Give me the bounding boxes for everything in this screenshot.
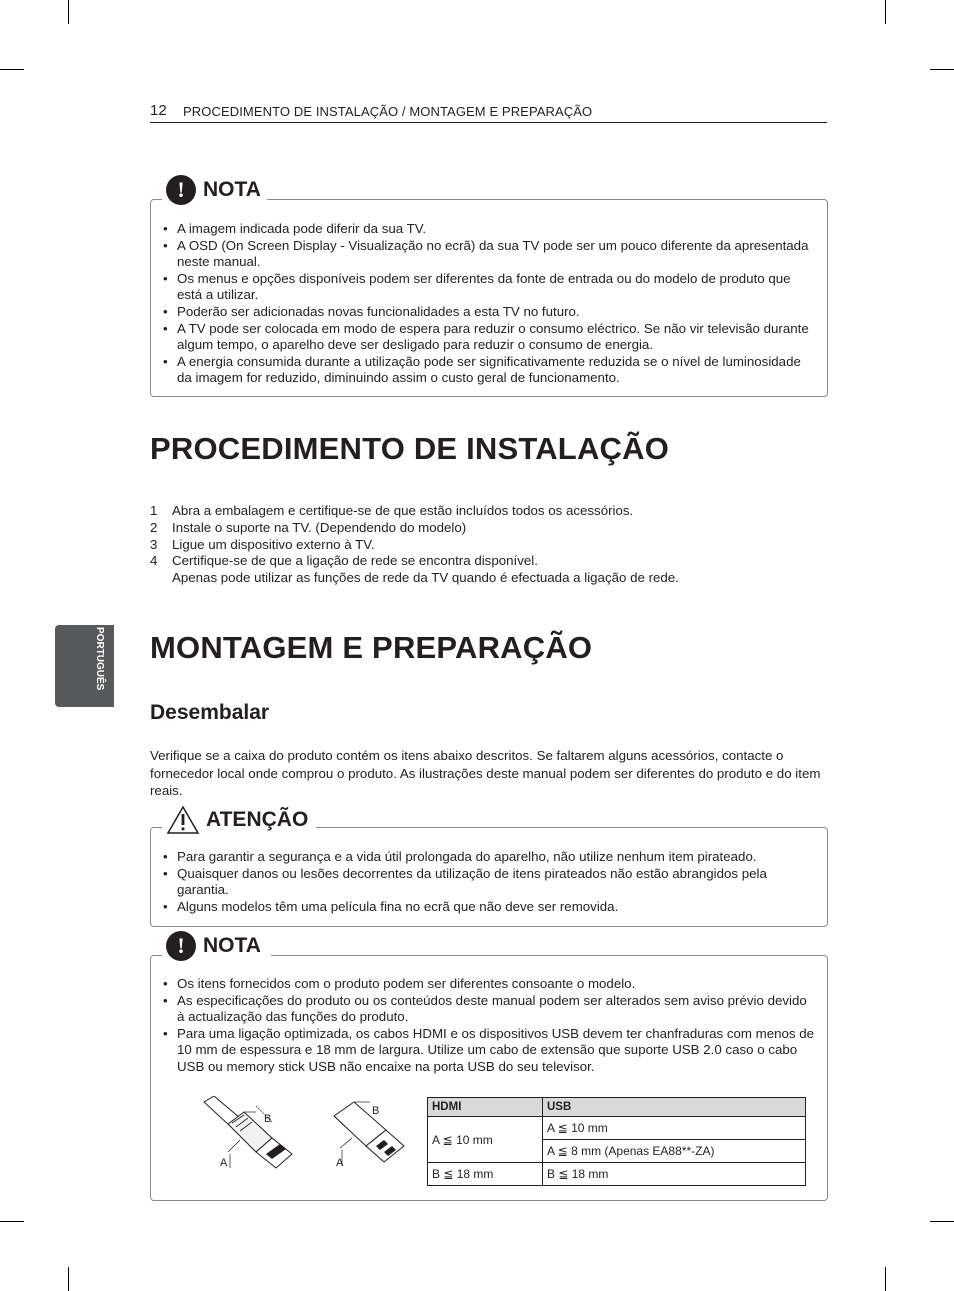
step-item bbox=[150, 537, 826, 554]
exclamation-icon: ! bbox=[166, 931, 196, 961]
table-cell: B ≦ 18 mm bbox=[428, 1163, 543, 1186]
list-item: • Quaisquer danos ou lesões decorrentes da utilização de itens pirateados não estão abrangidos pela garantia. bbox=[163, 866, 815, 899]
table-cell: B ≦ 18 mm bbox=[543, 1163, 806, 1186]
note-title: NOTA bbox=[203, 178, 261, 201]
dimension-label-b: B bbox=[264, 1113, 272, 1125]
list-item: • Os itens fornecidos com o produto podem ser diferentes consoante o modelo. bbox=[163, 976, 815, 993]
step-item bbox=[150, 553, 826, 587]
table-cell: A ≦ 8 mm (Apenas EA88**-ZA) bbox=[543, 1140, 806, 1163]
dimension-label-b: B bbox=[372, 1105, 380, 1117]
step-number: 4 bbox=[150, 553, 158, 569]
table-header-usb: USB bbox=[543, 1098, 806, 1117]
list-item: • Para uma ligação optimizada, os cabos HDMI e os dispositivos USB devem ter chanfraduras com menos de 10 mm de espessura e 18 mm de largura. Utilize um cabo de extensão que suporte USB 2.0 caso o cabo USB ou memory stick USB não encaixe na porta USB do seu televisor. bbox=[163, 1026, 815, 1076]
step-number: 1 bbox=[150, 503, 158, 518]
note-title: NOTA bbox=[203, 934, 261, 957]
list-item: • Para garantir a segurança e a vida útil prolongada do aparelho, não utilize nenhum item pirateado. bbox=[163, 849, 815, 866]
step-text: Instale o suporte na TV. (Dependendo do modelo) bbox=[172, 519, 467, 535]
step-item bbox=[150, 520, 826, 537]
step-text: Ligue um dispositivo externo à TV. bbox=[172, 536, 375, 552]
table-header-hdmi: HDMI bbox=[428, 1098, 543, 1117]
dimension-label-a: A bbox=[336, 1157, 344, 1169]
caution-title: ATENÇÃO bbox=[206, 808, 309, 831]
list-item: • As especificações do produto ou os conteúdos deste manual podem ser alterados sem aviso prévio devido à actualização das funções do produto. bbox=[163, 993, 815, 1026]
table-row bbox=[428, 1117, 806, 1140]
hdmi-connector-illustration bbox=[200, 1096, 310, 1172]
table-cell: A ≦ 10 mm bbox=[543, 1117, 806, 1140]
list-item: • A TV pode ser colocada em modo de espera para reduzir o consumo eléctrico. Se não vir televisão durante algum tempo, o aparelho deve ser desligado para reduzir o consumo de energia. bbox=[163, 321, 815, 354]
crop-mark bbox=[0, 1221, 24, 1222]
intro-paragraph: Verifique se a caixa do produto contém os itens abaixo descritos. Se faltarem alguns acessórios, contacte o fornecedor local onde comprou o produto. As ilustrações deste manual podem ser diferentes do produto e do item reais. bbox=[150, 748, 821, 798]
crop-mark bbox=[885, 0, 886, 24]
list-item: • Poderão ser adicionadas novas funcionalidades a esta TV no futuro. bbox=[163, 304, 815, 321]
crop-mark bbox=[885, 1267, 886, 1291]
crop-mark bbox=[68, 1267, 69, 1291]
crop-mark bbox=[0, 69, 24, 70]
note-label bbox=[162, 931, 271, 961]
crop-mark bbox=[68, 0, 69, 24]
note-label bbox=[162, 175, 267, 205]
step-number: 3 bbox=[150, 536, 158, 552]
list-item: • Os menus e opções disponíveis podem ser diferentes da fonte de entrada ou do modelo de produto que está a utilizar. bbox=[163, 271, 815, 304]
connector-size-table bbox=[427, 1097, 806, 1186]
note-box bbox=[150, 177, 828, 397]
note-list bbox=[163, 976, 815, 1076]
table-header-row bbox=[428, 1098, 806, 1117]
caution-box bbox=[150, 808, 828, 927]
warning-icon bbox=[166, 805, 200, 835]
step-extra-text: Apenas pode utilizar as funções de rede da TV quando é efectuada a ligação de rede. bbox=[172, 570, 679, 586]
header-title: PROCEDIMENTO DE INSTALAÇÃO / MONTAGEM E PREPARAÇÃO bbox=[183, 104, 593, 119]
list-item: • Alguns modelos têm uma película fina no ecrã que não deve ser removida. bbox=[163, 899, 815, 916]
language-label: PORTUGUÊS bbox=[94, 627, 105, 691]
step-text: Abra a embalagem e certifique-se de que estão incluídos todos os acessórios. bbox=[172, 503, 634, 518]
step-text: Certifique-se de que a ligação de rede se encontra disponível. bbox=[172, 553, 538, 569]
usb-stick-illustration bbox=[330, 1100, 410, 1172]
caution-label bbox=[162, 805, 316, 835]
page-header bbox=[150, 102, 827, 123]
list-item: • A imagem indicada pode diferir da sua TV. bbox=[163, 221, 815, 238]
crop-mark bbox=[930, 1221, 954, 1222]
list-item: • A OSD (On Screen Display - Visualização no ecrã) da sua TV pode ser um pouco diferente da apresentada neste manual. bbox=[163, 238, 815, 271]
step-number: 2 bbox=[150, 519, 158, 535]
language-tab bbox=[55, 625, 114, 707]
crop-mark bbox=[930, 69, 954, 70]
section-title: PROCEDIMENTO DE INSTALAÇÃO bbox=[150, 431, 670, 466]
list-item: • A energia consumida durante a utilização pode ser significativamente reduzida se o nível de luminosidade da imagem for reduzido, diminuindo assim o custo geral de funcionamento. bbox=[163, 354, 815, 387]
table-row bbox=[428, 1163, 806, 1186]
caution-list bbox=[163, 849, 815, 915]
steps-list bbox=[150, 503, 826, 587]
table-cell: A ≦ 10 mm bbox=[428, 1117, 543, 1163]
exclamation-icon: ! bbox=[166, 175, 196, 205]
step-item bbox=[150, 503, 826, 520]
section-title: MONTAGEM E PREPARAÇÃO bbox=[150, 630, 593, 665]
subsection-title: Desembalar bbox=[150, 701, 270, 724]
note-list bbox=[163, 221, 815, 387]
dimension-label-a: A bbox=[220, 1157, 228, 1169]
page-number: 12 bbox=[150, 102, 167, 119]
